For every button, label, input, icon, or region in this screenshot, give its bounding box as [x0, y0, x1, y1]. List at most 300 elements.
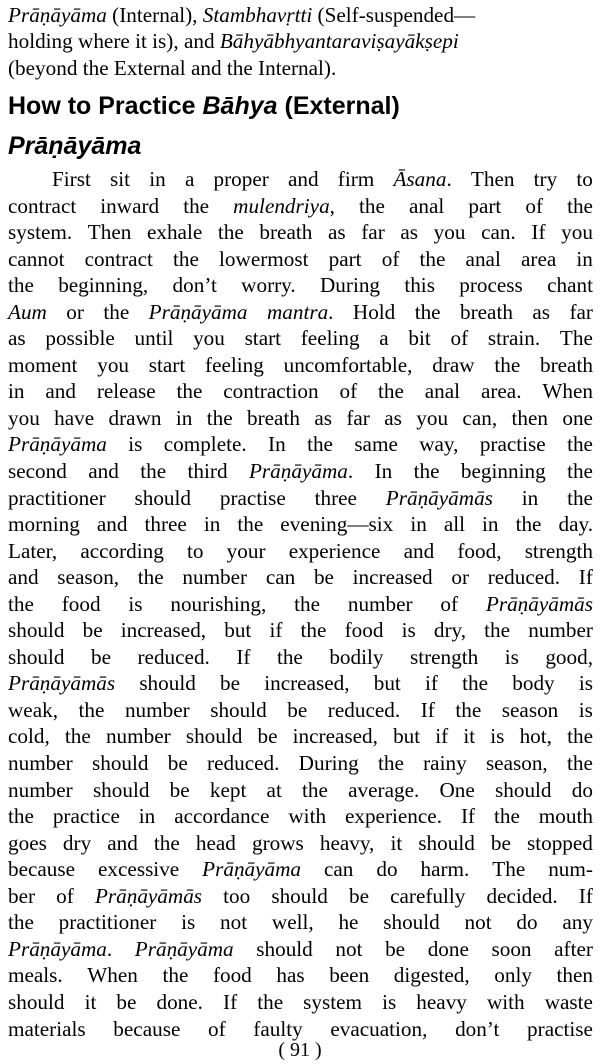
body-word: [374, 670, 401, 697]
word-text: be: [82, 618, 103, 643]
body-word: [65, 723, 91, 750]
body-word: [267, 299, 334, 326]
word-text: the: [567, 724, 593, 749]
body-word: [128, 431, 142, 458]
word-text: the: [377, 751, 404, 776]
body-word: [97, 511, 128, 538]
body-word: [8, 458, 67, 485]
word-text: worry.: [241, 273, 296, 298]
word-text: of: [56, 883, 74, 908]
body-word: [83, 617, 103, 644]
body-word: [408, 325, 430, 352]
section-heading: [8, 86, 593, 166]
body-line: [8, 193, 593, 220]
word-text: the: [378, 379, 404, 404]
body-word: [516, 909, 537, 936]
body-word: [220, 485, 286, 512]
body-word: [558, 511, 593, 538]
word-text: the: [8, 804, 34, 829]
word-text: in: [175, 405, 193, 430]
body-word: [220, 909, 247, 936]
body-word: [121, 617, 206, 644]
body-line: [8, 352, 593, 379]
word-text: number: [105, 724, 171, 749]
body-word: [237, 511, 263, 538]
word-text: but: [373, 671, 401, 696]
body-word: [135, 936, 234, 963]
word-text: nourishing,: [170, 591, 267, 616]
body-word: [361, 219, 385, 246]
word-text: the: [567, 432, 593, 457]
italic-term: Prāṇāyāma: [248, 459, 348, 484]
body-word: [8, 219, 72, 246]
word-text: the: [359, 193, 385, 218]
body-word: [224, 617, 251, 644]
body-word: [125, 697, 190, 724]
word-text: you: [416, 405, 449, 430]
italic-term: Prāṇāyāmās: [94, 883, 203, 908]
word-text: the: [567, 751, 593, 776]
word-text: can: [323, 857, 354, 882]
body-word: [488, 325, 540, 352]
word-text: after: [554, 936, 593, 961]
word-text: the: [173, 246, 199, 271]
body-word: [512, 670, 554, 697]
word-text: feeling: [300, 326, 360, 351]
body-word: [579, 564, 593, 591]
body-word: [85, 989, 97, 1016]
body-word: [137, 644, 209, 671]
word-text: If: [531, 220, 546, 245]
word-text: he: [338, 910, 359, 935]
body-word: [450, 325, 468, 352]
word-text: morning: [8, 512, 80, 537]
word-text: far: [361, 220, 385, 245]
word-text: anal: [424, 379, 461, 404]
body-word: [482, 511, 498, 538]
body-word: [540, 352, 593, 379]
word-text: process: [459, 273, 523, 298]
body-word: [205, 352, 264, 379]
body-word: [284, 352, 413, 379]
body-line: [8, 458, 593, 485]
body-word: [8, 431, 107, 458]
word-text: strain.: [487, 326, 541, 351]
body-word: [460, 299, 513, 326]
body-word: [303, 989, 362, 1016]
body-word: [147, 219, 202, 246]
word-text: season,: [57, 565, 120, 590]
body-line: [8, 962, 593, 989]
body-word: [213, 962, 252, 989]
word-text: should: [92, 751, 149, 776]
italic-term: Prāṇāyāmās: [8, 671, 116, 696]
body-word: [532, 299, 550, 326]
word-text: the: [140, 459, 167, 484]
word-text: should: [418, 830, 475, 855]
word-text: to: [187, 538, 204, 563]
body-word: [560, 325, 593, 352]
word-text: it: [84, 989, 97, 1014]
word-text: the: [64, 724, 91, 749]
body-word: [487, 989, 525, 1016]
body-word: [492, 856, 525, 883]
word-text: Then: [87, 220, 132, 245]
word-text: as: [8, 326, 26, 351]
body-word: [8, 723, 50, 750]
body-word: [135, 485, 192, 512]
body-word: [562, 405, 593, 432]
body-word: [425, 670, 438, 697]
word-text: increased,: [264, 671, 350, 696]
body-word: [466, 246, 501, 273]
body-word: [135, 325, 174, 352]
word-text: breath: [540, 352, 593, 377]
heading-line-2: [8, 126, 593, 166]
body-word: [440, 777, 475, 804]
word-text: have: [54, 405, 95, 430]
body-word: [53, 803, 120, 830]
body-word: [480, 431, 546, 458]
body-word: [223, 378, 318, 405]
word-text: don’t: [455, 1016, 500, 1041]
word-text: if: [435, 724, 449, 749]
word-text: far: [346, 405, 370, 430]
body-word: [494, 962, 532, 989]
word-text: During: [298, 751, 359, 776]
body-word: [554, 936, 593, 963]
intro-line-1: [8, 2, 593, 28]
body-word: [168, 750, 188, 777]
body-word: [247, 405, 300, 432]
body-word: [144, 511, 186, 538]
word-text: cold,: [8, 724, 50, 749]
body-word: [97, 352, 129, 379]
intro-term-bahyabhyantara: Bāhyābhyantaraviṣayākṣepi: [219, 29, 459, 54]
word-text: one: [562, 405, 593, 430]
word-text: be: [313, 565, 334, 590]
body-word: [85, 246, 153, 273]
word-text: system: [303, 989, 363, 1014]
word-text: start: [244, 326, 282, 351]
body-line: [8, 564, 593, 591]
word-text: is: [128, 432, 143, 457]
body-word: [8, 697, 58, 724]
body-word: [444, 511, 465, 538]
word-text: the: [307, 432, 333, 457]
word-text: area: [520, 246, 557, 271]
body-word: [185, 166, 194, 193]
word-text: should: [134, 485, 192, 510]
word-text: practise: [479, 432, 546, 457]
body-line: [8, 723, 593, 750]
word-text: goes: [8, 830, 47, 855]
body-word: [188, 458, 228, 485]
word-text: can: [265, 565, 296, 590]
word-text: is: [128, 591, 143, 616]
body-line: [8, 989, 593, 1016]
body-word: [58, 272, 148, 299]
body-word: [579, 670, 593, 697]
word-text: season,: [485, 751, 548, 776]
body-word: [382, 989, 396, 1016]
body-word: [328, 697, 400, 724]
word-text: part: [468, 193, 502, 218]
page-number: ( 91 ): [278, 1039, 322, 1061]
body-word: [8, 962, 63, 989]
body-word: [404, 272, 435, 299]
body-word: [210, 697, 267, 724]
intro-term-stambhavrtti: Stambhavṛtti: [202, 3, 313, 27]
body-word: [8, 644, 65, 671]
body-word: [182, 564, 247, 591]
word-text: If: [223, 989, 238, 1014]
body-word: [512, 405, 548, 432]
word-text: the: [162, 963, 189, 988]
body-word: [66, 299, 84, 326]
word-text: One: [439, 777, 475, 802]
body-word: [468, 193, 501, 220]
word-text: the: [302, 777, 328, 802]
word-text: mouth: [538, 804, 593, 829]
body-word: [8, 564, 39, 591]
body-word: [567, 193, 593, 220]
body-word: [149, 299, 248, 326]
body-word: [302, 777, 328, 804]
word-text: as: [400, 220, 419, 245]
body-word: [8, 909, 34, 936]
word-text: meals.: [8, 963, 63, 988]
body-word: [386, 485, 493, 512]
body-word: [419, 431, 458, 458]
intro-text: (Internal),: [106, 3, 203, 27]
body-word: [162, 962, 188, 989]
body-word: [531, 219, 545, 246]
word-text: the: [462, 671, 489, 696]
body-word: [59, 909, 157, 936]
word-text: because: [113, 1016, 181, 1041]
word-text: number: [8, 751, 73, 776]
heading-text: How to Practice: [8, 92, 203, 120]
word-text: system.: [8, 220, 73, 245]
body-word: [314, 405, 332, 432]
word-text: the: [567, 459, 593, 484]
body-word: [353, 564, 433, 591]
word-text: good,: [545, 644, 593, 669]
body-word: [354, 431, 398, 458]
body-word: [156, 989, 202, 1016]
word-text: waste: [544, 989, 593, 1014]
body-line: [8, 644, 593, 671]
body-word: [416, 989, 467, 1016]
body-word: [379, 325, 388, 352]
word-text: the: [8, 273, 34, 298]
body-word: [219, 246, 308, 273]
body-word: [338, 909, 358, 936]
body-word: [545, 644, 593, 671]
italic-term: mulendriya: [233, 193, 330, 218]
word-text: three: [314, 485, 357, 510]
word-text: drawn: [108, 405, 162, 430]
word-text: of: [208, 1016, 226, 1041]
word-text: any: [562, 910, 593, 935]
body-word: [8, 803, 34, 830]
word-text: inward: [100, 193, 160, 218]
word-text: according: [80, 538, 164, 563]
word-text: carefully: [390, 883, 466, 908]
word-text: contract: [84, 246, 153, 271]
word-text: the: [78, 697, 105, 722]
body-word: [425, 378, 460, 405]
body-word: [139, 803, 155, 830]
body-word: [170, 777, 190, 804]
word-text: heavy,: [319, 830, 375, 855]
word-text: complete.: [163, 432, 247, 457]
word-text: Hold: [352, 299, 396, 324]
body-word: [345, 617, 384, 644]
body-word: [8, 830, 47, 857]
body-line: [8, 750, 593, 777]
word-text: the: [493, 804, 520, 829]
body-word: [8, 299, 47, 326]
body-word: [54, 405, 94, 432]
body-word: [138, 564, 164, 591]
body-word: [301, 325, 360, 352]
word-text: should: [495, 777, 552, 802]
body-word: [241, 272, 296, 299]
word-text: been: [329, 963, 370, 988]
body-word: [329, 962, 369, 989]
body-word: [378, 750, 404, 777]
word-text: should: [139, 671, 196, 696]
word-text: same: [354, 432, 398, 457]
intro-paragraph: [8, 2, 593, 81]
word-text: bit: [408, 326, 431, 351]
body-word: [294, 591, 320, 618]
body-word: [579, 883, 593, 910]
body-word: [277, 644, 303, 671]
body-word: [8, 989, 65, 1016]
word-text: When: [542, 379, 593, 404]
body-word: [463, 723, 475, 750]
word-text: done: [427, 936, 469, 961]
word-text: of: [525, 193, 544, 218]
word-text: anal: [465, 246, 501, 271]
body-word: [547, 272, 593, 299]
body-word: [98, 856, 179, 883]
word-text: evacuation,: [330, 1016, 428, 1041]
word-text: breath: [460, 299, 513, 324]
word-text: and: [107, 830, 138, 855]
body-word: [173, 246, 199, 273]
word-text: the: [567, 485, 593, 510]
word-text: digested,: [393, 963, 470, 988]
body-word: [287, 697, 307, 724]
word-text: be: [287, 697, 308, 722]
word-text: grows: [251, 830, 304, 855]
word-text: cannot: [8, 246, 65, 271]
intro-text: (beyond the External and the Internal).: [8, 55, 337, 80]
word-text: reduced.: [487, 565, 561, 590]
body-word: [8, 617, 65, 644]
body-word: [339, 378, 357, 405]
word-text: increased,: [120, 618, 207, 643]
italic-term: Āsana: [393, 167, 447, 191]
word-text: number: [528, 618, 593, 643]
word-text: or: [66, 299, 84, 324]
word-text: strength: [524, 538, 593, 563]
body-word: [128, 591, 142, 618]
word-text: do: [516, 910, 538, 935]
body-word: [459, 272, 523, 299]
word-text: be: [385, 936, 406, 961]
word-text: but: [393, 724, 421, 749]
word-text: in: [203, 512, 221, 537]
body-line: [8, 511, 593, 538]
body-word: [8, 670, 115, 697]
body-word: [173, 272, 217, 299]
body-word: [8, 352, 77, 379]
italic-term: Prāṇāyāmās: [385, 485, 493, 510]
word-text: should: [210, 697, 267, 722]
word-text: part: [328, 246, 362, 271]
word-text: at: [266, 777, 282, 802]
word-text: should: [271, 883, 328, 908]
word-text: reduced.: [207, 751, 280, 776]
body-line: [8, 378, 593, 405]
word-text: you: [97, 352, 129, 377]
word-text: season: [501, 697, 559, 722]
word-text: in: [576, 246, 593, 271]
body-line: [8, 272, 593, 299]
word-text: In: [268, 432, 286, 457]
word-text: food: [344, 618, 384, 643]
word-text: you: [433, 220, 466, 245]
word-text: too: [223, 883, 251, 908]
word-text: If: [578, 883, 593, 908]
body-word: [562, 909, 593, 936]
word-text: anal: [408, 193, 445, 218]
word-text: can,: [462, 405, 498, 430]
body-word: [491, 830, 511, 857]
word-text: bodily: [329, 644, 384, 669]
word-text: practice: [52, 804, 120, 829]
body-word: [378, 378, 404, 405]
body-line: [8, 325, 593, 352]
body-word: [567, 750, 593, 777]
word-text: your: [226, 538, 266, 563]
body-word: [486, 591, 593, 618]
body-word: [149, 166, 165, 193]
word-text: far: [569, 299, 593, 324]
word-text: moment: [8, 352, 78, 377]
body-word: [462, 405, 497, 432]
word-text: don’t: [172, 273, 217, 298]
word-text: is: [578, 697, 593, 722]
word-text: beginning,: [58, 273, 149, 298]
word-text: in: [410, 512, 427, 537]
body-word: [272, 909, 314, 936]
word-text: you: [561, 220, 593, 245]
word-text: as: [314, 405, 332, 430]
word-text: heavy: [416, 989, 467, 1014]
body-word: [393, 723, 420, 750]
word-text: number: [8, 777, 73, 802]
word-text: draw: [432, 352, 475, 377]
body-word: [269, 617, 282, 644]
body-word: [170, 591, 266, 618]
body-word: [271, 883, 328, 910]
